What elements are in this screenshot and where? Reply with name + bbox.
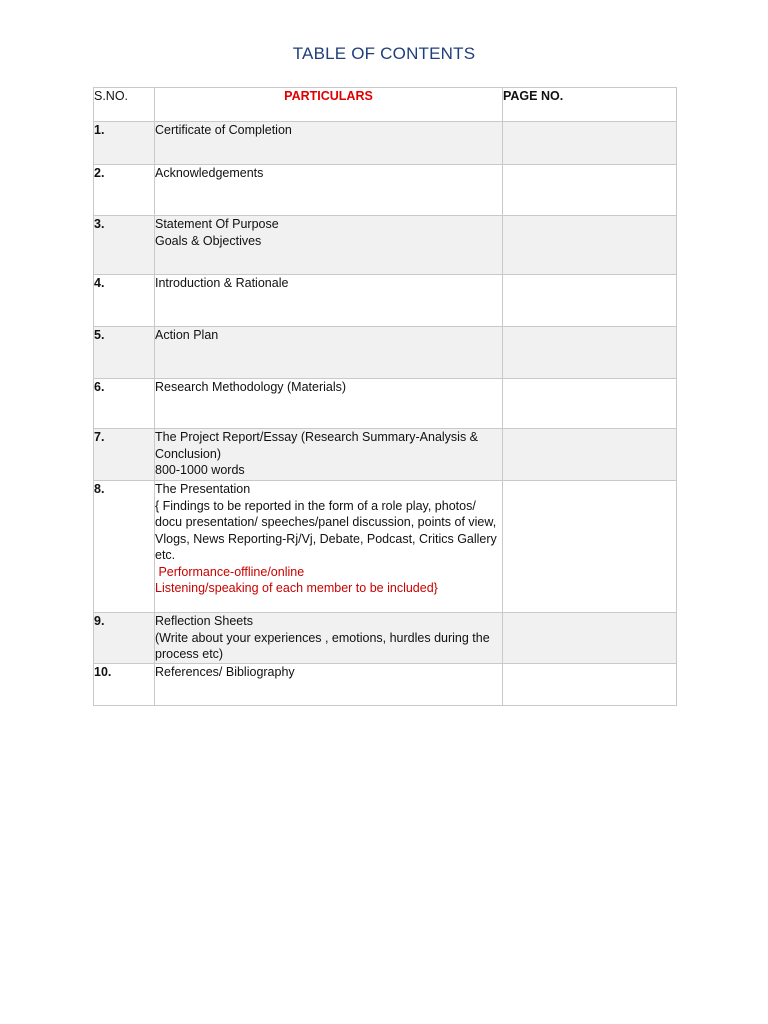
table-row bbox=[94, 613, 677, 664]
row-sno: 5. bbox=[94, 327, 155, 379]
row-line: Introduction & Rationale bbox=[155, 276, 289, 290]
row-particulars bbox=[155, 275, 503, 327]
row-sno: 2. bbox=[94, 165, 155, 216]
row-page-no bbox=[503, 663, 677, 705]
row-line: (Write about your experiences , emotions, hurdles during the process etc) bbox=[155, 630, 490, 661]
row-line: Reflection Sheets bbox=[155, 614, 253, 628]
table-row bbox=[94, 429, 677, 481]
table-row bbox=[94, 165, 677, 216]
table-row bbox=[94, 216, 677, 275]
row-line: Statement Of Purpose bbox=[155, 217, 279, 231]
header-sno: S.NO. bbox=[94, 88, 155, 122]
row-particulars bbox=[155, 216, 503, 275]
row-line: References/ Bibliography bbox=[155, 664, 295, 679]
row-line: Research Methodology (Materials) bbox=[155, 380, 347, 394]
row-line-highlight: Performance-offline/online bbox=[155, 564, 305, 579]
row-particulars bbox=[155, 481, 503, 613]
table-row bbox=[94, 275, 677, 327]
row-sno: 8. bbox=[94, 481, 155, 613]
row-line-highlight: Listening/speaking of each member to be included} bbox=[155, 581, 438, 595]
header-particulars: PARTICULARS bbox=[155, 88, 503, 122]
row-line: Acknowledgements bbox=[155, 166, 264, 180]
row-line: The Project Report/Essay (Research Summary-Analysis & Conclusion) bbox=[155, 430, 479, 461]
row-line: The Presentation bbox=[155, 482, 251, 496]
table-row bbox=[94, 481, 677, 613]
row-page-no bbox=[503, 122, 677, 165]
row-line: 800-1000 words bbox=[155, 463, 245, 477]
row-sno: 4. bbox=[94, 275, 155, 327]
row-page-no bbox=[503, 327, 677, 379]
row-page-no bbox=[503, 429, 677, 481]
row-particulars bbox=[155, 327, 503, 379]
row-particulars bbox=[155, 122, 503, 165]
row-page-no bbox=[503, 481, 677, 613]
row-page-no bbox=[503, 275, 677, 327]
row-sno: 9. bbox=[94, 613, 155, 664]
row-line: Goals & Objectives bbox=[155, 233, 262, 248]
row-page-no bbox=[503, 165, 677, 216]
table-row bbox=[94, 327, 677, 379]
row-sno: 3. bbox=[94, 216, 155, 275]
row-sno: 10. bbox=[94, 663, 155, 705]
row-sno: 1. bbox=[94, 122, 155, 165]
table-of-contents bbox=[93, 87, 677, 706]
row-line: Certificate of Completion bbox=[155, 123, 292, 137]
row-particulars bbox=[155, 429, 503, 481]
row-particulars bbox=[155, 165, 503, 216]
row-particulars bbox=[155, 613, 503, 664]
table-row bbox=[94, 379, 677, 429]
table-row bbox=[94, 122, 677, 165]
row-page-no bbox=[503, 216, 677, 275]
row-line: Action Plan bbox=[155, 328, 219, 342]
row-page-no bbox=[503, 379, 677, 429]
header-page-no: PAGE NO. bbox=[503, 88, 677, 122]
row-sno: 7. bbox=[94, 429, 155, 481]
row-particulars bbox=[155, 379, 503, 429]
table-row bbox=[94, 663, 677, 705]
table-header-row bbox=[94, 88, 677, 122]
row-page-no bbox=[503, 613, 677, 664]
row-line: { Findings to be reported in the form of a role play, photos/ docu presentation/ speeches/panel discussion, points of view, Vlogs, News Reporting-Rj/Vj, Debate, Podcast, Critics Gallery etc. bbox=[155, 498, 497, 562]
row-sno: 6. bbox=[94, 379, 155, 429]
row-particulars bbox=[155, 663, 503, 705]
page-title: TABLE OF CONTENTS bbox=[292, 44, 476, 63]
